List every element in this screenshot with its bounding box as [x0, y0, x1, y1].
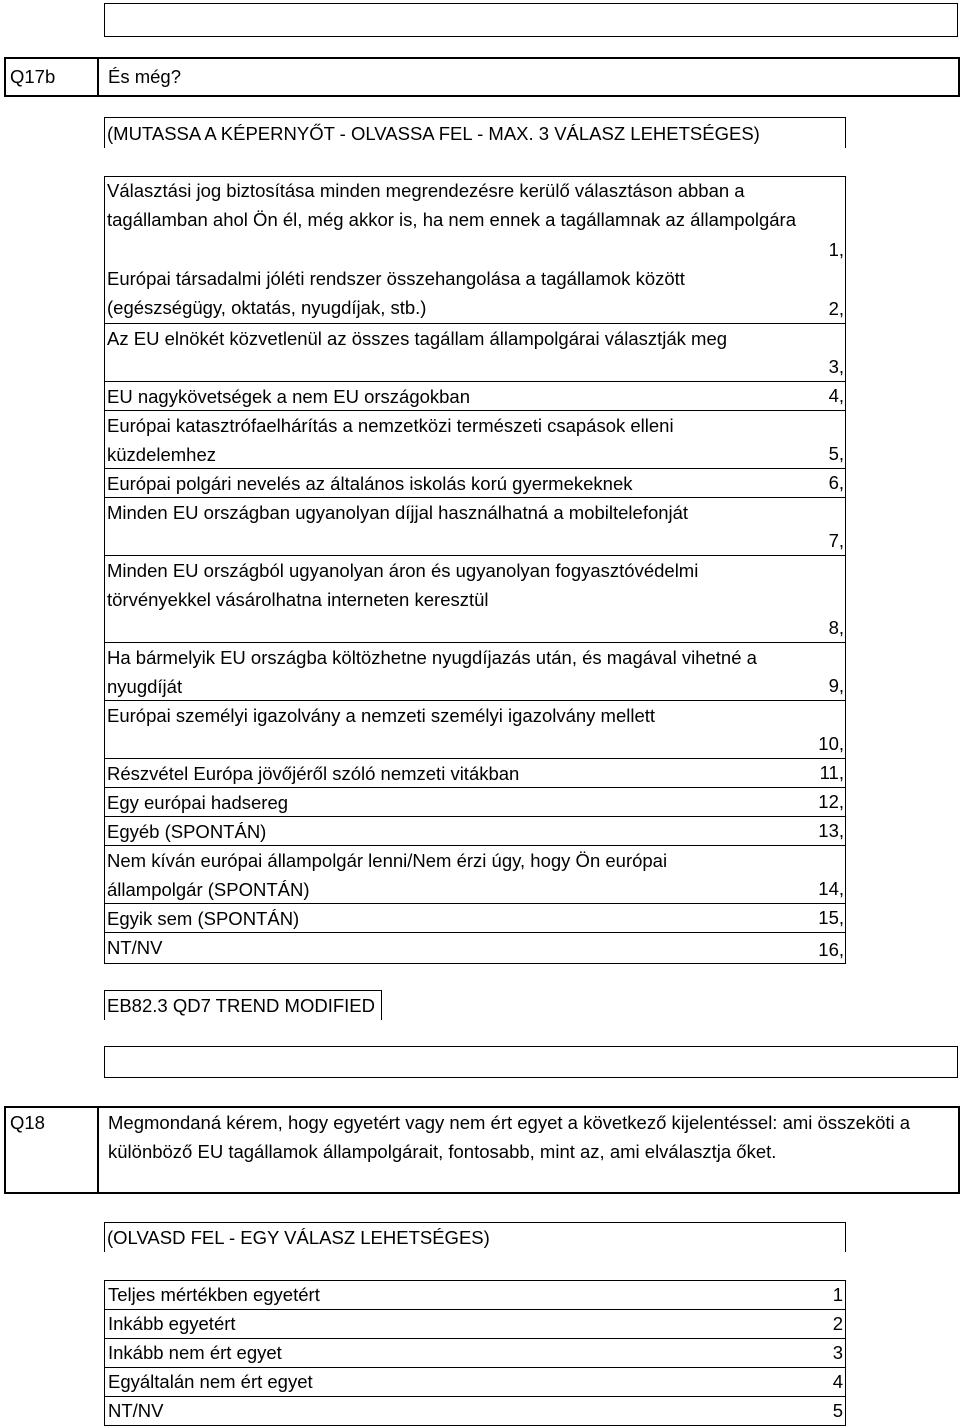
- option-code: 4,: [828, 385, 844, 406]
- q18-divider: [97, 1106, 99, 1194]
- option-code: 5: [832, 1400, 843, 1421]
- q18-option-2[interactable]: [105, 1310, 845, 1339]
- option-code: 3,: [828, 356, 844, 377]
- q17b-option-11[interactable]: [104, 759, 846, 788]
- option-code: 12,: [818, 791, 844, 812]
- q17b-option-13[interactable]: [104, 817, 846, 846]
- q17b-option-12[interactable]: [104, 788, 846, 817]
- q17b-question-text: És még?: [108, 66, 182, 87]
- option-code: 13,: [818, 820, 844, 841]
- option-label: EU nagykövetségek a nem EU országokban: [107, 386, 471, 407]
- option-code: 8,: [828, 617, 844, 638]
- q17b-option-6[interactable]: [104, 469, 846, 498]
- option-label: NT/NV: [107, 937, 163, 958]
- q18-option-3[interactable]: [105, 1339, 845, 1368]
- q18-question-text: Megmondaná kérem, hogy egyetért vagy nem ért egyet a következő kijelentéssel: ami összeköti a különböző EU tagállamok állampolgárait, fontosabb, mint az, ami elválasztja őket.: [108, 1112, 911, 1162]
- option-code: 2: [832, 1313, 843, 1334]
- q18-option-4[interactable]: [105, 1368, 845, 1397]
- option-label: Inkább egyetért: [108, 1313, 236, 1334]
- q18-instruction: (OLVASD FEL - EGY VÁLASZ LEHETSÉGES): [107, 1227, 490, 1248]
- option-label: Választási jog biztosítása minden megrendezésre kerülő választáson abban a tagállamban ahol Ön él, még akkor is, ha nem ennek a tagállamnak az állampolgára: [107, 180, 797, 230]
- q18-options: [104, 1280, 846, 1426]
- option-code: 16,: [818, 939, 844, 960]
- option-label: Egy európai hadsereg: [107, 792, 289, 813]
- option-label: Inkább nem ért egyet: [108, 1342, 282, 1363]
- q17b-question-id: Q17b: [10, 66, 56, 87]
- option-label: Teljes mértékben egyetért: [108, 1284, 320, 1305]
- q17b-option-14[interactable]: [104, 846, 846, 904]
- trend-label: EB82.3 QD7 TREND MODIFIED: [107, 995, 375, 1016]
- q17b-option-9[interactable]: [104, 643, 846, 701]
- q17b-divider: [97, 57, 99, 97]
- option-label: Európai katasztrófaelhárítás a nemzetközi természeti csapások elleni küzdelemhez: [107, 415, 674, 465]
- q17b-option-8[interactable]: [104, 556, 846, 643]
- option-label: Európai személyi igazolvány a nemzeti személyi igazolvány mellett: [107, 705, 656, 726]
- option-code: 14,: [818, 878, 844, 899]
- q17b-option-10[interactable]: [104, 701, 846, 759]
- q17b-option-16[interactable]: [104, 933, 846, 964]
- option-label: Egyéb (SPONTÁN): [107, 821, 267, 842]
- option-code: 11,: [819, 762, 844, 783]
- option-code: 1,: [828, 239, 844, 260]
- q17b-instruction: (MUTASSA A KÉPERNYŐT - OLVASSA FEL - MAX. 3 VÁLASZ LEHETSÉGES): [107, 123, 760, 144]
- q17b-option-7[interactable]: [104, 498, 846, 556]
- option-label: Európai polgári nevelés az általános iskolás korú gyermekeknek: [107, 473, 633, 494]
- option-label: Minden EU országban ugyanolyan díjjal használhatná a mobiltelefonját: [107, 502, 689, 523]
- option-code: 1: [832, 1284, 843, 1305]
- option-code: 5,: [828, 443, 844, 464]
- option-code: 7,: [828, 530, 844, 551]
- option-label: Egyik sem (SPONTÁN): [107, 908, 300, 929]
- q18-question-id: Q18: [10, 1112, 45, 1133]
- option-code: 2,: [828, 298, 844, 319]
- empty-note-box-middle: [104, 1046, 958, 1078]
- q17b-option-5[interactable]: [104, 411, 846, 469]
- q18-option-5[interactable]: [105, 1397, 845, 1426]
- q17b-option-4[interactable]: [104, 382, 846, 411]
- q17b-option-15[interactable]: [104, 904, 846, 933]
- option-label: Európai társadalmi jóléti rendszer összehangolása a tagállamok között (egészségügy, oktatás, nyugdíjak, stb.): [107, 268, 685, 318]
- option-code: 6,: [828, 472, 844, 493]
- q18-option-1[interactable]: [105, 1281, 845, 1310]
- option-label: Nem kíván európai állampolgár lenni/Nem érzi úgy, hogy Ön európai állampolgár (SPONTÁN): [107, 850, 668, 900]
- q17b-option-1[interactable]: [104, 176, 846, 264]
- option-code: 9,: [828, 675, 844, 696]
- empty-note-box-top: [104, 3, 958, 37]
- option-code: 4: [832, 1371, 843, 1392]
- q17b-option-2[interactable]: [104, 264, 846, 324]
- option-code: 3: [832, 1342, 843, 1363]
- option-label: Részvétel Európa jövőjéről szóló nemzeti vitákban: [107, 763, 520, 784]
- option-label: Egyáltalán nem ért egyet: [108, 1371, 313, 1392]
- q17b-option-3[interactable]: [104, 324, 846, 382]
- option-label: NT/NV: [108, 1400, 164, 1421]
- option-code: 10,: [818, 733, 844, 754]
- option-label: Az EU elnökét közvetlenül az összes tagállam állampolgárai választják meg: [107, 328, 728, 349]
- option-label: Minden EU országból ugyanolyan áron és ugyanolyan fogyasztóvédelmi törvényekkel vásárolhatna interneten keresztül: [107, 560, 699, 610]
- option-code: 15,: [818, 907, 844, 928]
- option-label: Ha bármelyik EU országba költözhetne nyugdíjazás után, és magával vihetné a nyugdíját: [107, 647, 757, 697]
